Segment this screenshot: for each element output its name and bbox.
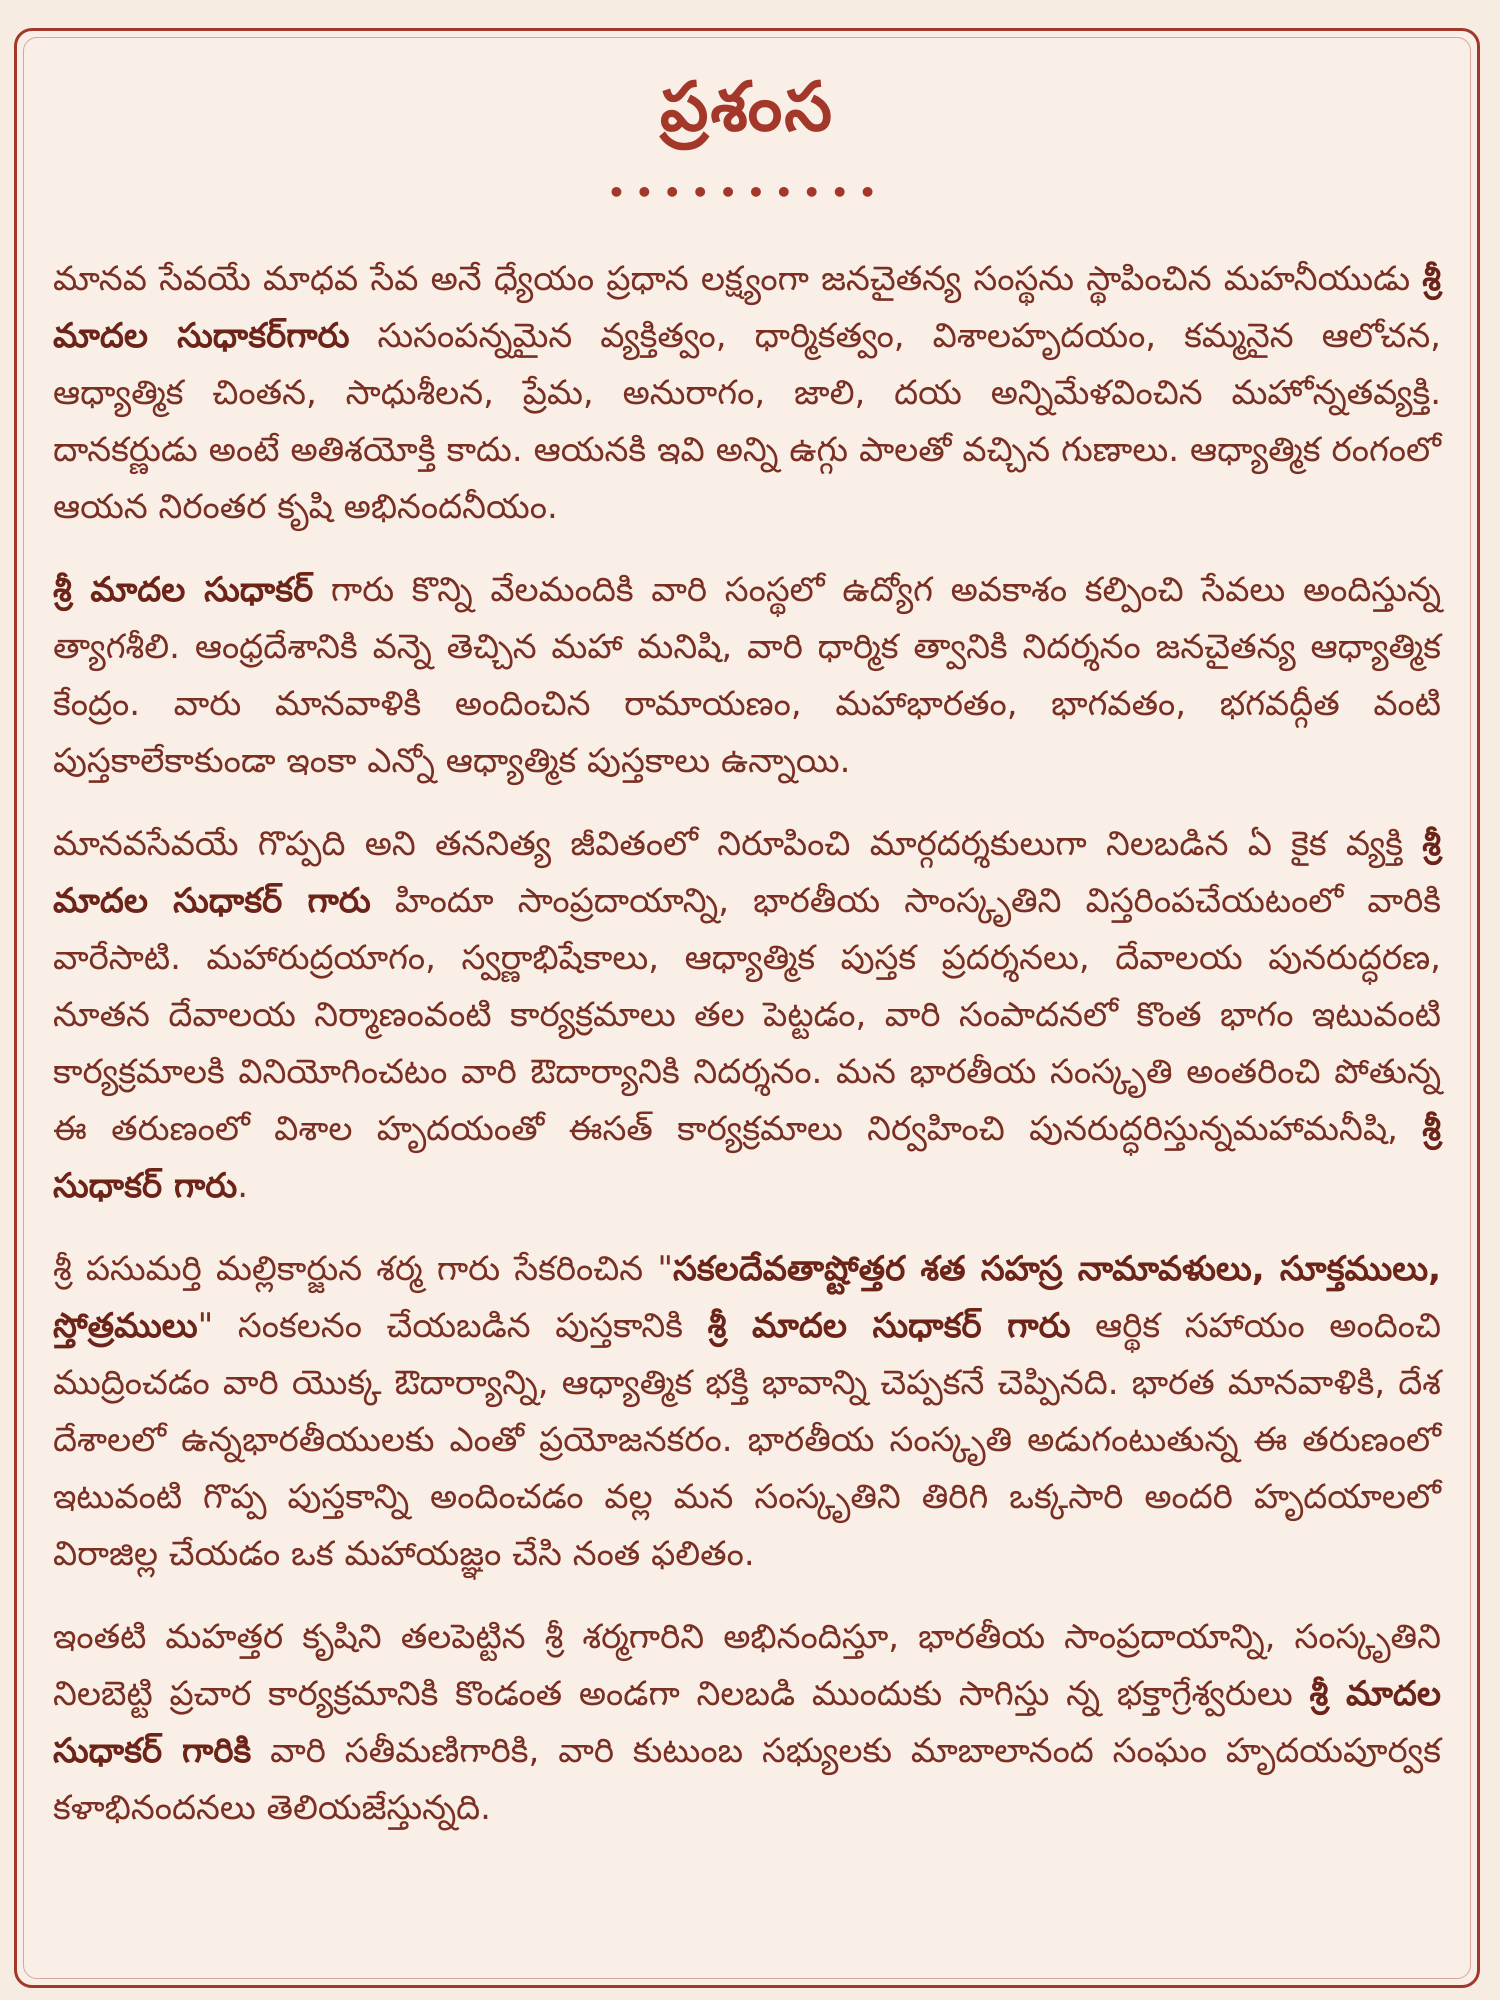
text-segment: . [237, 1166, 249, 1206]
text-segment: ఆర్థిక సహాయం అందించి ముద్రించడం వారి యొక్క ఔదార్యాన్ని, ఆధ్యాత్మిక భక్తి భావాన్ని చెప్పకనే చెప్పినది. భారత మానవాళికి, దేశ దేశాలలో ఉన్నభారతీయులకు ఎంతో ప్రయోజనకరం. భారతీయ సంస్కృతి అడుగంటుతున్న ఈ తరుణంలో ఇటువంటి గొప్ప పుస్తకాన్ని అందించడం వల్ల మన సంస్కృతిని తిరిగి ఒక్కసారి అందరి హృదయాలలో విరాజిల్ల చేయడం ఒక మహాయజ్ఞం చేసి నంత ఫలితం. [53, 1306, 1442, 1574]
highlight-name: శ్రీ మాదల సుధాకర్ గారు [53, 824, 1441, 921]
article-body [53, 251, 1441, 1837]
paragraph-5 [53, 1609, 1441, 1837]
highlight-name: శ్రీ సుధాకర్ గారు [53, 1109, 1441, 1206]
text-segment: ఇంతటి మహత్తర కృషిని తలపెట్టిన శ్రీ శర్మగారిని అభినందిస్తూ, భారతీయ సాంప్రదాయాన్ని, సంస్కృతిని నిలబెట్టి ప్రచార కార్యక్రమానికి కొండంత అండగా నిలబడి ముందుకు సాగిస్తు న్న భక్తాగ్రేశ్వరులు [53, 1617, 1441, 1714]
text-segment: హిందూ సాంప్రదాయాన్ని, భారతీయ సాంస్కృతిని విస్తరింపచేయటంలో వారికి వారేసాటి. మహారుద్రయాగం, స్వర్ణాభిషేకాలు, ఆధ్యాత్మిక పుస్తక ప్రదర్శనలు, దేవాలయ పునరుద్ధరణ, నూతన దేవాలయ నిర్మాణంవంటి కార్యక్రమాలు తల పెట్టడం, వారి సంపాదనలో కొంత భాగం ఇటువంటి కార్యక్రమాలకి వినియోగించటం వారి ఔదార్యానికి నిదర్శనం. మన భారతీయ సంస్కృతి అంతరించి పోతున్న ఈ తరుణంలో విశాల హృదయంతో ఈసత్ కార్యక్రమాలు నిర్వహించి పునరుద్ధరిస్తున్నమహామనీషి, [53, 881, 1441, 1149]
highlight-name: శ్రీ మాదల సుధాకర్ గారు [707, 1306, 1071, 1346]
paragraph-3 [53, 816, 1441, 1215]
text-segment: వారి సతీమణిగారికి, వారి కుటుంబ సభ్యులకు మాబాలానంద సంఘం హృదయపూర్వక కళాభినందనలు తెలియజేస్తున్నది. [53, 1731, 1441, 1828]
text-segment: గారు కొన్ని వేలమందికి వారి సంస్థలో ఉద్యోగ అవకాశం కల్పించి సేవలు అందిస్తున్న త్యాగశీలి. ఆంధ్రదేశానికి వన్నె తెచ్చిన మహా మనిషి, వారి ధార్మిక త్వానికి నిదర్శనం జనచైతన్య ఆధ్యాత్మిక కేంద్రం. వారు మానవాళికి అందించిన రామాయణం, మహాభారతం, భాగవతం, భగవద్గీత వంటి పుస్తకాలేకాకుండా ఇంకా ఎన్నో ఆధ్యాత్మిక పుస్తకాలు ఉన్నాయి. [53, 570, 1441, 781]
text-segment: మానవ సేవయే మాధవ సేవ అనే ధ్యేయం ప్రధాన లక్ష్యంగా జనచైతన్య సంస్థను స్థాపించిన మహనీయుడు [53, 259, 1423, 299]
highlight-book-title: సకలదేవతాష్టోత్తర శత సహస్ర నామావళులు, సూక్తములు, స్తోత్రములు [53, 1249, 1441, 1346]
highlight-name: శ్రీ మాదల సుధాకర్ [53, 570, 314, 610]
title-dot-divider: •••••••••• [607, 176, 887, 209]
paragraph-1 [53, 251, 1441, 536]
text-segment: సుసంపన్నమైన వ్యక్తిత్వం, ధార్మికత్వం, విశాలహృదయం, కమ్మనైన ఆలోచన, ఆధ్యాత్మిక చింతన, సాధుశీలన, ప్రేమ, అనురాగం, జాలి, దయ అన్నిమేళవించిన మహోన్నతవ్యక్తి. దానకర్ణుడు అంటే అతిశయోక్తి కాదు. ఆయనకి ఇవి అన్ని ఉగ్గు పాలతో వచ్చిన గుణాలు. ఆధ్యాత్మిక రంగంలో ఆయన నిరంతర కృషి అభినందనీయం. [53, 316, 1441, 527]
highlight-name: శ్రీ మాదల సుధాకర్ గారికి [53, 1674, 1441, 1771]
text-segment: శ్రీ పసుమర్తి మల్లికార్జున శర్మ గారు సేకరించిన " [53, 1249, 673, 1289]
paragraph-2 [53, 562, 1441, 790]
page-title: ప్రశంస [660, 67, 834, 147]
paragraph-4 [53, 1241, 1441, 1583]
highlight-name: శ్రీ మాదల సుధాకర్‌గారు [53, 259, 1441, 356]
text-segment: " సంకలనం చేయబడిన పుస్తకానికి [197, 1306, 708, 1346]
document-page [14, 28, 1480, 1988]
text-segment: మానవసేవయే గొప్పది అని తననిత్య జీవితంలో నిరూపించి మార్గదర్శకులుగా నిలబడిన ఏ కైక వ్యక్తి [53, 824, 1423, 864]
